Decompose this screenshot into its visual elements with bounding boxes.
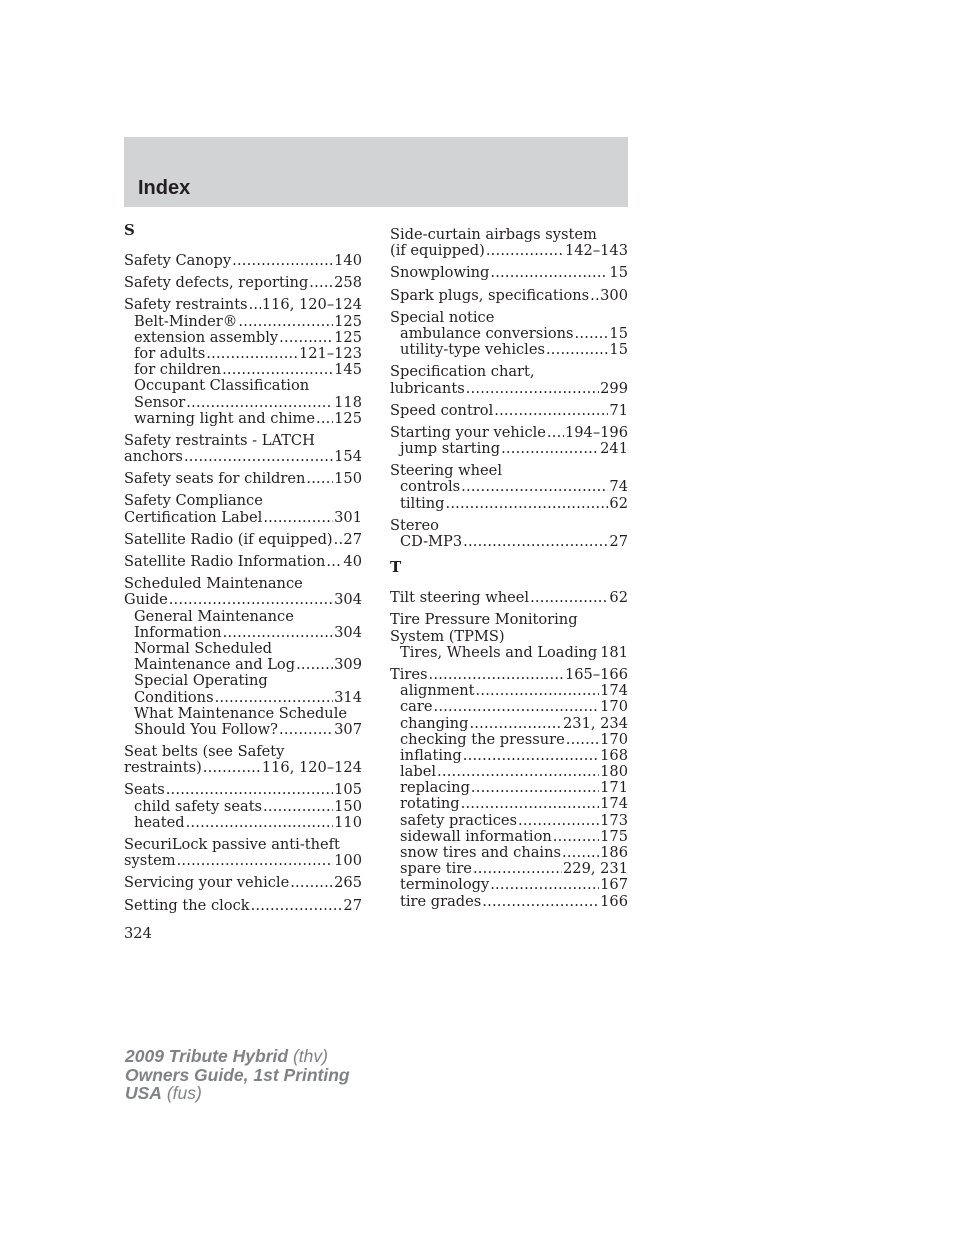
leader-dots [429,667,564,683]
entry-term: spare tire [400,860,472,878]
entry-term: rotating [400,795,460,813]
index-entry-line [124,471,362,487]
index-entry [390,364,628,396]
page-reference: 173 [600,811,628,829]
page-reference: 309 [334,656,362,674]
entry-term: Should You Follow? [134,720,278,738]
leader-dots [469,716,562,732]
entry-term: restraints) [124,759,202,777]
index-entry-line [390,629,628,645]
entry-term: Sensor [134,393,186,411]
index-entry-line [124,837,362,853]
leader-dots [251,898,343,914]
index-entry-line [124,853,362,869]
page-reference: 170 [600,730,628,748]
entry-term: terminology [400,876,490,894]
index-subentry [390,732,628,748]
index-entry [124,576,362,738]
index-entry-line [124,576,362,592]
entry-term: Side-curtain airbags system [390,226,597,243]
leader-dots [494,403,608,419]
index-entry-line [124,898,362,914]
index-entry [124,433,362,465]
index-entry [390,463,628,512]
leader-dots [566,732,599,748]
index-subentry [124,815,362,831]
index-entry-line [390,590,628,606]
footer-line-2: Owners Guide, 1st Printing [125,1064,350,1085]
page-reference: 71 [609,401,628,419]
entry-term: Safety defects, reporting [124,274,309,292]
leader-dots [445,496,608,512]
entry-term: sidewall information [400,827,552,845]
leader-dots [249,297,261,313]
entry-term: Stereo [390,516,439,534]
leader-dots [223,625,334,641]
leader-dots [306,471,333,487]
index-subentry [124,411,362,427]
entry-term: Starting your vehicle [390,423,546,441]
entry-term: General Maintenance [134,607,294,625]
page-reference: 74 [609,478,628,496]
leader-dots [476,683,600,699]
page-reference: 27 [609,533,628,550]
index-entry [124,275,362,291]
leader-dots [553,829,599,845]
index-entry-line [390,612,628,628]
entry-term: care [400,698,433,716]
leader-dots [215,690,334,706]
page-reference: 167 [600,876,628,894]
entry-term: label [400,763,437,781]
leader-dots [177,853,334,869]
entry-term: Servicing your vehicle [124,874,290,892]
index-subentry [124,657,362,673]
index-entry [124,532,362,548]
entry-term: checking the pressure [400,730,565,748]
index-entry-line [124,875,362,891]
page-reference: 15 [609,324,628,342]
index-entry-line [390,227,628,243]
index-entry-line [390,310,628,326]
leader-dots [316,411,333,427]
index-subentry [390,813,628,829]
index-entry [124,554,362,570]
leader-dots [547,425,564,441]
footer-region-code: (fus) [166,1083,202,1103]
footer-model-code: (thv) [292,1046,328,1066]
entry-term: Safety restraints - LATCH [124,431,315,449]
page-number: 324 [124,925,152,942]
entry-term: child safety seats [134,797,263,815]
index-entry [124,297,362,427]
page-reference: 40 [343,553,362,570]
index-subentry [124,346,362,362]
page-reference: 125 [334,328,362,346]
index-section-letter: S [124,221,135,239]
entry-term: inflating [400,746,462,764]
leader-dots [490,877,599,893]
index-entry-line [124,782,362,798]
index-subentry [124,706,362,722]
index-entry-line [390,667,628,683]
entry-term: System (TPMS) [390,627,505,645]
page-reference: 174 [600,795,628,813]
index-subentry [390,645,628,661]
page-reference: 301 [334,508,362,526]
index-subentry [390,441,628,457]
index-entry-line [390,265,628,281]
index-entry [390,667,628,910]
index-subentry [390,764,628,780]
page-reference: 299 [600,379,628,397]
index-subentry [390,683,628,699]
index-subentry [390,877,628,893]
entry-term: Specification chart, [390,363,535,381]
page-reference: 116, 120–124 [261,759,362,777]
index-subentry [390,496,628,512]
index-entry-line [124,592,362,608]
leader-dots [166,782,333,798]
index-entry-line [390,381,628,397]
entry-term: Seats [124,781,165,799]
leader-dots [473,861,562,877]
index-entry-line [124,449,362,465]
entry-term: Scheduled Maintenance [124,575,303,593]
page-reference: 304 [334,623,362,641]
entry-term: lubricants [390,379,465,397]
index-entry-line [124,510,362,526]
leader-dots [296,657,333,673]
page-reference: 314 [334,688,362,706]
page-reference: 62 [609,589,628,607]
entry-term: Information [134,623,222,641]
page-reference: 171 [600,779,628,797]
entry-term: Speed control [390,401,494,419]
index-subentry [390,342,628,358]
page-reference: 62 [609,494,628,512]
page-reference: 125 [334,409,362,427]
index-subentry [124,314,362,330]
entry-term: Seat belts (see Safety [124,743,285,761]
page-reference: 170 [600,698,628,716]
index-entry-line [390,518,628,534]
leader-dots [461,479,608,495]
index-entry [124,253,362,269]
index-entry-line [124,760,362,776]
entry-term: tilting [400,494,445,512]
entry-term: Tire Pressure Monitoring [390,611,578,629]
entry-term: Snowplowing [390,264,490,282]
entry-term: utility-type vehicles [400,341,545,359]
entry-term: for adults [134,344,206,362]
leader-dots [562,845,599,861]
index-subentry [124,641,362,657]
entry-term: Tires, Wheels and Loading [400,643,598,661]
entry-term: Steering wheel [390,462,502,480]
page-reference: 304 [334,591,362,609]
index-entry-line [390,243,628,259]
entry-term: (if equipped) [390,242,485,260]
entry-term: Spark plugs, specifications [390,286,590,304]
leader-dots [598,645,599,661]
page-reference: 145 [334,361,362,379]
leader-dots [461,796,600,812]
index-subentry [390,748,628,764]
entry-term: Belt-Minder® [134,312,238,330]
page-reference: 27 [343,530,362,548]
leader-dots [263,510,333,526]
index-subentry [124,625,362,641]
page-reference: 258 [334,274,362,292]
entry-term: Safety restraints [124,296,248,314]
leader-dots [501,441,599,457]
entry-term: safety practices [400,811,517,829]
entry-term: Satellite Radio Information [124,553,326,570]
page-reference: 15 [609,341,628,359]
leader-dots [309,275,333,291]
entry-term: replacing [400,779,470,797]
index-header-band [124,137,628,207]
entry-term: Tires [390,665,428,683]
entry-term: warning light and chime [134,409,315,427]
index-entry-line [124,275,362,291]
page-reference: 194–196 [564,423,628,441]
entry-term: heated [134,813,185,831]
index-subentry [390,479,628,495]
entry-term: Setting the clock [124,896,250,914]
page-reference: 166 [600,892,628,910]
page-reference: 231, 234 [563,714,628,732]
index-entry-line [124,532,362,548]
index-subentry [124,673,362,689]
entry-term: Safety Compliance [124,492,263,510]
leader-dots [186,815,334,831]
leader-dots [232,253,333,269]
index-subentry [124,395,362,411]
index-subentry [390,796,628,812]
page-reference: 174 [600,682,628,700]
index-subentry [124,609,362,625]
leader-dots [490,265,608,281]
index-subentry [390,534,628,550]
index-entry [124,837,362,869]
leader-dots [486,243,564,259]
index-entry [390,590,628,606]
index-subentry [390,845,628,861]
leader-dots [290,875,333,891]
entry-term: extension assembly [134,328,279,346]
page-reference: 175 [600,827,628,845]
index-entry [124,898,362,914]
page-reference: 150 [334,470,362,488]
leader-dots [263,799,333,815]
leader-dots [184,449,333,465]
footer-line-3 [125,1084,350,1103]
footer-model: 2009 Tribute Hybrid [125,1046,289,1066]
page-reference: 165–166 [564,665,628,683]
entry-term: CD-MP3 [400,533,463,550]
entry-term: Certification Label [124,508,263,526]
index-entry-line [124,554,362,570]
index-entry [124,875,362,891]
index-entry-line [124,297,362,313]
page-reference: 15 [609,264,628,282]
page-reference: 265 [334,874,362,892]
page-reference: 27 [343,896,362,914]
index-subentry [124,799,362,815]
leader-dots [482,894,599,910]
index-entry [124,493,362,525]
index-subentry [390,326,628,342]
page-reference: 307 [334,720,362,738]
footer-region: USA [125,1083,162,1103]
index-subentry [390,716,628,732]
page-reference: 241 [600,440,628,458]
index-entry [390,265,628,281]
leader-dots [238,314,333,330]
index-subentry [390,829,628,845]
page-title: Index [138,177,191,199]
leader-dots [463,748,599,764]
entry-term: system [124,852,176,870]
footer-line-1 [125,1047,350,1066]
index-subentry [124,330,362,346]
index-entry [124,782,362,831]
page-reference: 150 [334,797,362,815]
entry-term: Normal Scheduled [134,639,272,657]
index-entry [124,471,362,487]
index-subentry [390,861,628,877]
index-entry-line [390,463,628,479]
index-entry-line [390,403,628,419]
page-reference: 154 [334,448,362,466]
entry-term: for children [134,361,222,379]
entry-term: snow tires and chains [400,844,561,861]
index-subentry [124,722,362,738]
index-subentry [390,780,628,796]
leader-dots [437,764,599,780]
entry-term: Special notice [390,308,495,326]
leader-dots [471,780,599,796]
leader-dots [206,346,298,362]
entry-term: changing [400,714,469,732]
entry-term: Special Operating [134,672,268,690]
leader-dots [186,395,333,411]
entry-term: Conditions [134,688,214,706]
leader-dots [466,381,599,397]
page-reference: 186 [600,844,628,861]
page-reference: 229, 231 [563,860,628,878]
entry-term: Safety seats for children [124,470,306,488]
page-reference: 168 [600,746,628,764]
index-entry-line [390,288,628,304]
page-reference: 105 [334,781,362,799]
index-entry [124,744,362,776]
document-footer [125,1047,350,1103]
entry-term: Satellite Radio (if equipped) [124,530,333,548]
index-entry [390,518,628,550]
entry-term: Tilt steering wheel [390,589,530,607]
index-entry-line [124,253,362,269]
index-entry [390,612,628,661]
index-entry [390,288,628,304]
index-entry-line [124,744,362,760]
index-entry-line [390,425,628,441]
leader-dots [222,362,333,378]
leader-dots [326,554,342,570]
index-entry [390,425,628,457]
index-column-left [124,221,362,914]
entry-term: Safety Canopy [124,252,232,269]
page-reference: 180 [600,763,628,781]
leader-dots [590,288,599,304]
leader-dots [334,532,343,548]
leader-dots [546,342,608,358]
index-subentry [124,690,362,706]
entry-term: anchors [124,448,183,466]
entry-term: What Maintenance Schedule [134,704,348,722]
index-subentry [390,894,628,910]
index-entry [390,227,628,259]
index-subentry [124,378,362,394]
page-reference: 110 [334,813,362,831]
page-reference: 125 [334,312,362,330]
page-reference: 300 [600,286,628,304]
leader-dots [169,592,333,608]
page-reference: 116, 120–124 [261,296,362,314]
index-entry [390,403,628,419]
leader-dots [463,534,608,550]
section-gap [390,550,628,558]
leader-dots [279,722,333,738]
entry-term: Maintenance and Log [134,656,296,674]
index-entry-line [124,433,362,449]
page-reference: 142–143 [564,242,628,260]
index-subentry [390,699,628,715]
page-reference: 181 [600,643,628,661]
leader-dots [279,330,333,346]
entry-term: ambulance conversions [400,324,574,342]
entry-term: jump starting [400,440,501,458]
page-reference: 140 [334,252,362,269]
leader-dots [575,326,609,342]
index-subentry [124,362,362,378]
page-reference: 100 [334,852,362,870]
index-section-letter: T [390,558,402,577]
index-entry [390,310,628,359]
leader-dots [518,813,599,829]
leader-dots [530,590,608,606]
page-reference: 121–123 [298,344,362,362]
entry-term: controls [400,478,461,496]
index-entry-line [390,364,628,380]
entry-term: SecuriLock passive anti-theft [124,836,340,853]
index-entry-line [124,493,362,509]
leader-dots [203,760,261,776]
leader-dots [434,699,600,715]
index-column-right [390,221,628,910]
entry-term: Guide [124,591,168,609]
page-reference: 118 [334,393,362,411]
entry-term: tire grades [400,892,482,910]
entry-term: Occupant Classification [134,377,310,395]
entry-term: alignment [400,682,475,700]
